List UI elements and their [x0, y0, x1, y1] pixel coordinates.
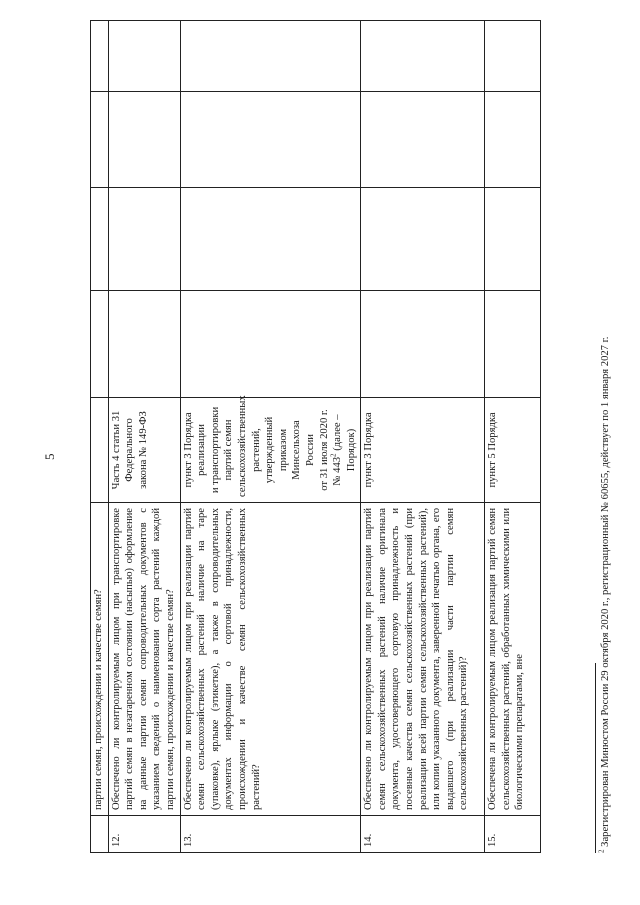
answer-cell[interactable]	[485, 291, 541, 398]
answer-cell[interactable]	[108, 92, 180, 188]
row-number: 13.	[180, 816, 361, 853]
reference-line: и транспортировки	[209, 406, 221, 494]
requirement-question: Обеспечено ли контролируемым лицом при реализации партий семян сельскохозяйственных растений наличие оригинала документа, удостоверяющего сортовую принадлежность и посевные качества семян сельскохозяйственных растений (при реализации всей партии семян сельскохозяйственных растений), или копии указанного документа, заверенной печатью органа, его выдавшего (при реализации части партии семян сельскохозяйственных растений)?	[361, 503, 485, 816]
row-number: 15.	[485, 816, 541, 853]
answer-cell[interactable]	[180, 188, 361, 291]
table-row	[180, 21, 361, 853]
table-row	[361, 21, 485, 853]
legal-reference	[180, 395, 361, 503]
reference-line: сельскохозяйственных	[236, 395, 248, 497]
legal-reference: пункт 5 Порядка	[485, 398, 541, 503]
reference-line: утвержденный	[264, 416, 276, 484]
reference-line: № $443^2$ (далее –	[329, 414, 344, 486]
legal-reference: пункт 3 Порядка	[361, 398, 485, 503]
answer-cell[interactable]	[485, 92, 541, 188]
reference-line: реализации	[196, 424, 208, 476]
reference-line: Порядок)	[345, 428, 357, 472]
answer-cell[interactable]	[361, 188, 485, 291]
requirement-question: партии семян, происхождении и качестве семян?	[91, 503, 109, 816]
reference-line: России	[304, 434, 316, 466]
table-row	[91, 21, 109, 853]
reference-line: пункт 3 Порядка	[182, 412, 194, 488]
answer-cell[interactable]	[91, 291, 109, 398]
footnote-divider	[595, 663, 596, 853]
reference-line: растений,	[250, 428, 262, 472]
reference-footnote-marker: 2	[329, 453, 338, 457]
legal-reference	[91, 398, 109, 503]
reference-line: приказом Минсельхоза	[277, 420, 303, 480]
requirement-question: Обеспечено ли контролируемым лицом при транспортировке партий семян в незатаренном состоянии (насыпью) оформление на данные партии семян сопроводительных документов с указанием сведений о наименовании сорта растений каждой партии семян, происхождении и качестве семян?	[108, 503, 180, 816]
reference-line: партий семян	[223, 419, 235, 481]
answer-cell[interactable]	[108, 188, 180, 291]
answer-cell[interactable]	[91, 188, 109, 291]
row-number	[91, 816, 109, 853]
answer-cell[interactable]	[485, 188, 541, 291]
requirement-question: Обеспечена ли контролируемым лицом реализация партий семян сельскохозяйственных растений, обработанных химическими или биологическими препаратами, вне	[485, 503, 541, 816]
footnote-text: Зарегистрирован Минюстом России 29 октября 2020 г., регистрационный № 60655, действует по 1 января 2027 г.	[600, 336, 611, 847]
answer-cell[interactable]	[180, 291, 361, 398]
requirement-question: Обеспечено ли контролируемым лицом при реализации партий семян сельскохозяйственных растений наличие на таре (упаковке), ярлыке (этикетке), а также в сопроводительных документах информации о сортовой принадлежности, происхождении и качестве семян сельскохозяйственных растений?	[180, 503, 361, 816]
answer-cell[interactable]	[91, 21, 109, 92]
answer-cell[interactable]	[361, 291, 485, 398]
footnote-marker: 2	[597, 849, 606, 853]
answer-cell[interactable]	[108, 21, 180, 92]
row-number: 14.	[361, 816, 485, 853]
answer-cell[interactable]	[180, 21, 361, 92]
footnote	[599, 48, 612, 853]
page-number: 5	[42, 453, 57, 460]
answer-cell[interactable]	[180, 92, 361, 188]
answer-cell[interactable]	[485, 21, 541, 92]
reference-line: от 31 июля 2020 г.	[318, 409, 330, 491]
table-row	[485, 21, 541, 853]
answer-cell[interactable]	[361, 92, 485, 188]
answer-cell[interactable]	[91, 92, 109, 188]
answer-cell[interactable]	[108, 291, 180, 398]
row-number: 12.	[108, 816, 180, 853]
checklist-table	[90, 20, 541, 853]
answer-cell[interactable]	[361, 21, 485, 92]
table-row	[108, 21, 180, 853]
legal-reference: Часть 4 статьи 31 Федерального закона № 149-ФЗ	[108, 398, 180, 503]
